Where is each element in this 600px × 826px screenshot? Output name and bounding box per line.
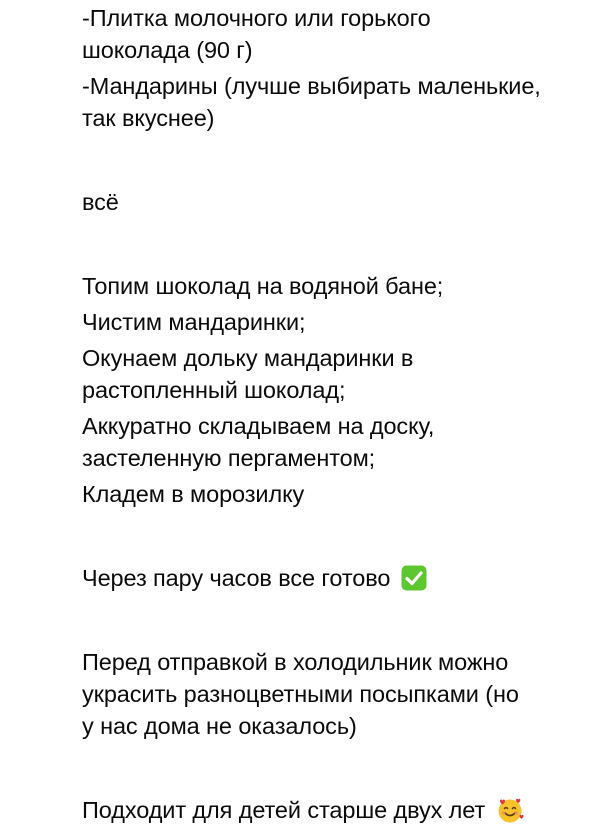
age-line xyxy=(82,794,582,826)
ingredient-line: -Плитка молочного или горького xyxy=(82,5,431,31)
ingredient-line: так вкуснее) xyxy=(82,105,215,131)
tip-line: Перед отправкой в холодильник можно xyxy=(82,649,509,675)
step-line: застеленную пергаментом; xyxy=(82,445,376,471)
step-line: Окунаем дольку мандаринки в xyxy=(82,345,414,371)
ingredient-line: -Мандарины (лучше выбирать маленькие, xyxy=(82,73,541,99)
smiling-face-with-hearts-icon xyxy=(496,796,524,824)
step-line: растопленный шоколад; xyxy=(82,377,346,403)
step-item xyxy=(82,410,582,474)
check-mark-icon xyxy=(401,565,427,591)
step-item xyxy=(82,478,582,510)
step-line: Чистим мандаринки; xyxy=(82,309,306,335)
ingredient-item xyxy=(82,2,582,66)
ingredient-line: шоколада (90 г) xyxy=(82,37,253,63)
step-item xyxy=(82,270,582,302)
step-line: Кладем в морозилку xyxy=(82,481,305,507)
recipe-text xyxy=(82,0,582,826)
step-line: Топим шоколад на водяной бане; xyxy=(82,273,444,299)
ready-line xyxy=(82,562,582,594)
step-item xyxy=(82,306,582,338)
tip-line: украсить разноцветными посыпками (но xyxy=(82,681,519,707)
tip-paragraph xyxy=(82,646,582,742)
all-label: всё xyxy=(82,189,119,215)
ready-text: Через пару часов все готово xyxy=(82,565,391,591)
tip-line: у нас дома не оказалось) xyxy=(82,713,357,739)
step-line: Аккуратно складываем на доску, xyxy=(82,413,435,439)
ingredient-item xyxy=(82,70,582,134)
step-item xyxy=(82,342,582,406)
age-text: Подходит для детей старше двух лет xyxy=(82,797,486,823)
